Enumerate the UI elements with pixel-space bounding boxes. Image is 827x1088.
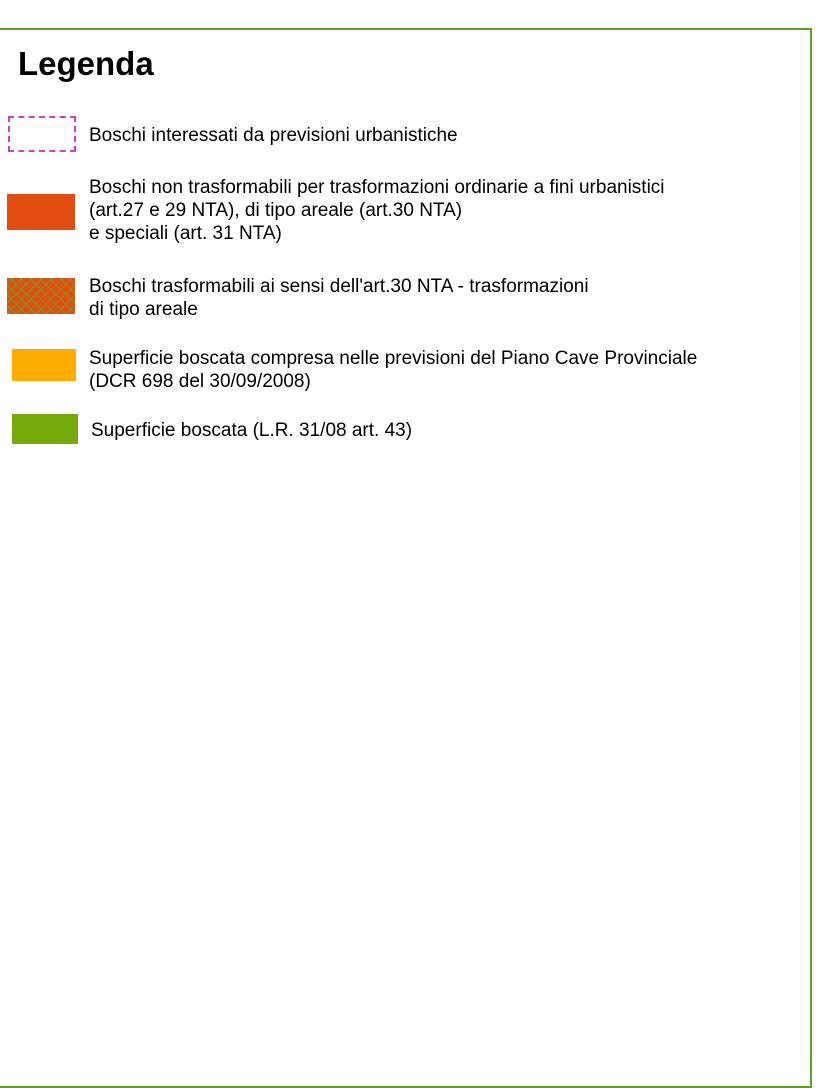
legend-item-label: Boschi non trasformabili per trasformazioni ordinarie a fini urbanistici (art.27 e 29 NTA), di tipo areale (art.30 NTA) e speciali (art. 31 NTA) — [89, 177, 665, 244]
legend-item-label: Superficie boscata (L.R. 31/08 art. 43) — [91, 420, 413, 441]
red-swatch-icon — [7, 194, 75, 230]
legend-item-label: Superficie boscata compresa nelle previsioni del Piano Cave Provinciale (DCR 698 del 30/09/2008) — [89, 348, 698, 392]
hatched-red-swatch-icon — [7, 278, 75, 314]
dashed-magenta-swatch-icon — [8, 116, 76, 152]
legend-title: Legenda — [18, 45, 154, 82]
legend-item-label: Boschi interessati da previsioni urbanistiche — [89, 125, 458, 146]
orange-swatch-icon — [12, 349, 76, 381]
green-swatch-icon — [12, 414, 78, 444]
legend-item-label: Boschi trasformabili ai sensi dell'art.30 NTA - trasformazioni di tipo areale — [89, 276, 589, 320]
